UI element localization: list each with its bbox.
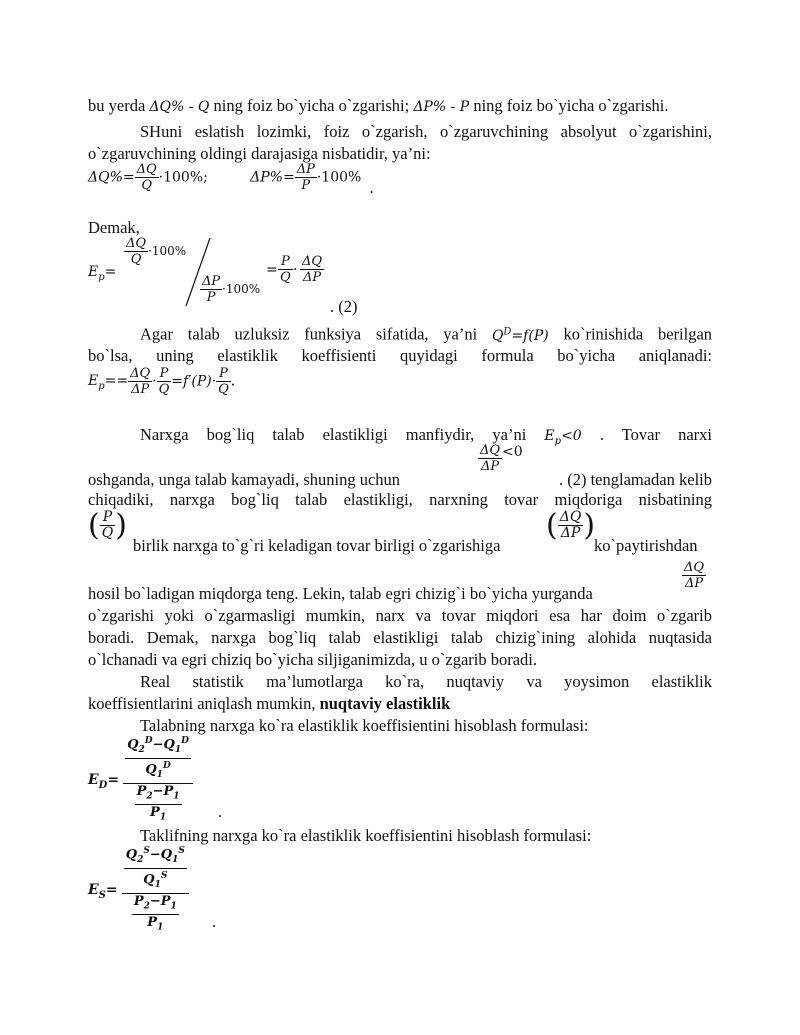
- formula-point-elasticity: $E_p==$ $\frac{\Delta Q}{\Delta P}$ · $\frac{P}{Q}$ =f′(P)· $\frac{P}{Q}$ .: [88, 366, 235, 397]
- equation-number-2: . (2): [330, 297, 358, 316]
- formula-elasticity-ratio: $E_p=$ $\frac{\Delta Q}{Q}$ ·100% $\frac{\Delta P}{P}$ ·100% = $\frac{P}{Q}$ · $\frac{\Delta Q}{\Delta P}$: [88, 236, 448, 308]
- text-line-3: o`zgaruvchining oldingi darajasiga nisbatidir, ya’ni:: [88, 144, 431, 163]
- text-olchanadi: o`lchanadi va egri chiziq bo`yicha siljiganimizda, u o`zgarib boradi.: [88, 650, 538, 669]
- text-koeffisient: koeffisientlarini aniqlash mumkin, nuqtaviy elastiklik: [88, 694, 451, 713]
- math-dp-percent: ΔP% - P: [413, 99, 470, 115]
- text-bolsa: bo`lsa, uning elastiklik koeffisienti quyidagi formula bo`yicha aniqlanadi:: [88, 346, 712, 365]
- formula-dot-1: .: [218, 802, 223, 821]
- text-talabning: Talabning narxga ko`ra elastiklik koeffisientini hisoblash formulasi:: [140, 716, 589, 735]
- text-hosil: hosil bo`ladigan miqdorga teng. Lekin, talab egri chizig`i bo`yicha yurganda: [88, 584, 593, 603]
- math-dq-dp-negative: $\frac{\Delta Q}{\Delta P}$ $^{<0}$: [480, 443, 523, 474]
- text-agar: Agar talab uzluksiz funksiya sifatida, ya’ni $Q^D=f(P)$ ko`rinishida berilgan: [140, 324, 713, 344]
- text-demak: Demak,: [88, 218, 140, 237]
- text-boradi: boradi. Demak, narxga bog`liq talab elastikligi talab chizig`ining alohida nuqtasida: [88, 628, 712, 647]
- text-chiqadiki: chiqadiki, narxga bog`liq talab elastikligi, narxning tovar miqdoriga nisbatining: [88, 490, 712, 509]
- formula-dot-2: .: [212, 912, 217, 931]
- text-oshganda-b: . (2) tenglamadan kelib: [558, 470, 712, 489]
- math-dq-percent: ΔQ% - Q: [149, 99, 210, 115]
- formula-supply-elasticity: $E_S=$ $\frac{\frac{Q_2^S-Q_1^S}{Q_1^S}}{\frac{P_2-P_1}{P_1}}$: [88, 844, 189, 936]
- math-dq-dp: $\frac{\Delta Q}{\Delta P}$: [684, 560, 705, 591]
- text-narxga: Narxga bog`liq talab elastikligi manfiydir, ya’ni $E_p<0$ . Tovar narxi: [140, 425, 712, 447]
- formula-demand-elasticity: $E_D=$ $\frac{\frac{Q_2^D-Q_1^D}{Q_1^D}}{\frac{P_2-P_1}{P_1}}$: [88, 734, 193, 826]
- text-line-1: bu yerda ΔQ% - Q ning foiz bo`yicha o`zgarishi; ΔP% - P ning foiz bo`yicha o`zgarishi.: [88, 96, 669, 115]
- text-oshganda-a: oshganda, unga talab kamayadi, shuning uchun: [88, 470, 401, 489]
- text-line-2: SHuni eslatish lozimki, foiz o`zgarish, o`zgaruvchining absolyut o`zgarishini,: [140, 122, 712, 141]
- text-taklifning: Taklifning narxga ko`ra elastiklik koeffisientini hisoblash formulasi:: [140, 826, 592, 845]
- text-birlik: ( $\frac{P}{Q}$ ) birlik narxga to`g`ri keladigan tovar birligi o`zgarishiga ( $\frac{\Delta Q}{\Delta P}$ ) ko`paytirishdan: [88, 508, 698, 555]
- text-ozgarishi: o`zgarishi yoki o`zgarmasligi mumkin, narx va tovar miqdori esa har doim o`zgarib: [88, 606, 712, 625]
- text-real: Real statistik ma’lumotlarga ko`ra, nuqtaviy va yoysimon elastiklik: [140, 672, 712, 691]
- formula-percent-change: ΔQ%= $\frac{\Delta Q}{Q}$ ·100%; ΔP%= $\frac{\Delta P}{P}$ ·100% .: [88, 162, 374, 198]
